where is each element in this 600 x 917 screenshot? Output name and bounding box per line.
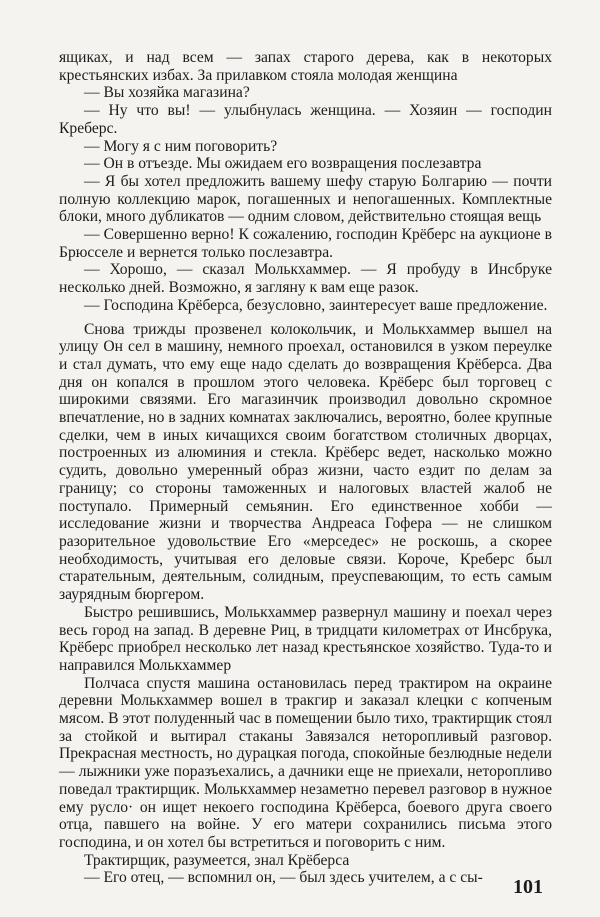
paragraph: Быстро решившись, Молькхаммер развернул машину и поехал через весь город на запад. В деревне Риц, в тридцати километрах от Инсбрука, Крёберс приобрел несколько лет назад крестьянское хозяйство. Туда-то и направился Молькхаммер xyxy=(59,603,552,674)
paragraph: — Его отец, — вспомнил он, — был здесь учителем, а с сы- xyxy=(83,869,483,887)
paragraph: — Ну что вы! — улыбнулась женщина. — Хозяин — господин Креберс. xyxy=(59,102,552,137)
paragraph: — Совершенно верно! К сожалению, господин Крёберс на аукционе в Брюсселе и вернется только послезавтра. xyxy=(59,226,552,261)
paragraph: — Он в отъезде. Мы ожидаем его возвращения послезавтра xyxy=(83,155,482,173)
body-text xyxy=(59,49,552,887)
paragraph: — Могу я с ним поговорить? xyxy=(83,137,278,155)
page-number: 101 xyxy=(513,876,543,898)
paragraph: — Господина Крёберса, безусловно, заинтересует ваше предложение. xyxy=(83,296,548,314)
paragraph: — Хорошо, — сказал Молькхаммер. — Я пробуду в Инсбруке несколько дней. Возможно, я загляну к вам еще разок. xyxy=(59,261,552,297)
paragraph: Трактирщик, разумеется, знал Крёберса xyxy=(83,851,350,869)
paragraph: ящиках, и над всем — запах старого дерева, как в некоторых крестьянских избах. За прилавком стояла молодая женщина xyxy=(59,49,552,84)
paragraph: — Я бы хотел предложить вашему шефу старую Болгарию — почти полную коллекцию марок, погашенных и непогашенных. Комплектные блоки, много дубликатов — одним словом, действительно стоящая вещь xyxy=(59,172,552,226)
paragraph: — Вы хозяйка магазина? xyxy=(83,84,250,102)
paragraph: Снова трижды прозвенел колокольчик, и Молькхаммер вышел на улицу Он сел в машину, немного проехал, остановился в узком переулке и стал думать, что ему еще надо сделать до возвращения Крёберса. Два дня он копался в прошлом этого человека. Крёберс был торговец с широкими связями. Его магазинчик производил довольно скромное впечатление, но в задних комнатах заключались, вероятно, более крупные сделки, чем в иных кичащихся своим богатством столичных дворцах, построенных из алюминия и стекла. Крёберс ведет, насколько можно судить, довольно умеренный образ жизни, часто ездит по делам за границу; со стороны таможенных и налоговых властей жалоб не поступало. Примерный семьянин. Его единственное хобби — исследование жизни и творчества Андреаса Гофера — не слишком разорительное удовольствие Его «мерседес» не роскошь, а скорее необходимость, учитывая его деловые связи. Короче, Креберс был старательным, деятельным, солидным, преуспевающим, то есть самым заурядным бюргером. xyxy=(59,320,552,604)
paragraph: Полчаса спустя машина остановилась перед трактиром на окраине деревни Молькхаммер вошел в тракгир и заказал клецки с копченым мясом. В этот полуденный час в помещении было тихо, трактирщик стоял за стойкой и вытирал стаканы Завязался неторопливый разговор. Прекрасная местность, но дурацкая погода, спокойные безлюдные недели — лыжники уже поразъехались, а дачники еще не приехали, неторопливо поведал трактирщик. Молькхаммер незаметно перевел разговор в нужное ему русло· он ищет некоего господина Крёберса, боевого друга своего отца, павшего на войне. У его матери сохранились письма этого господина, и он хотел бы встретиться и поговорить с ним. xyxy=(59,674,552,851)
